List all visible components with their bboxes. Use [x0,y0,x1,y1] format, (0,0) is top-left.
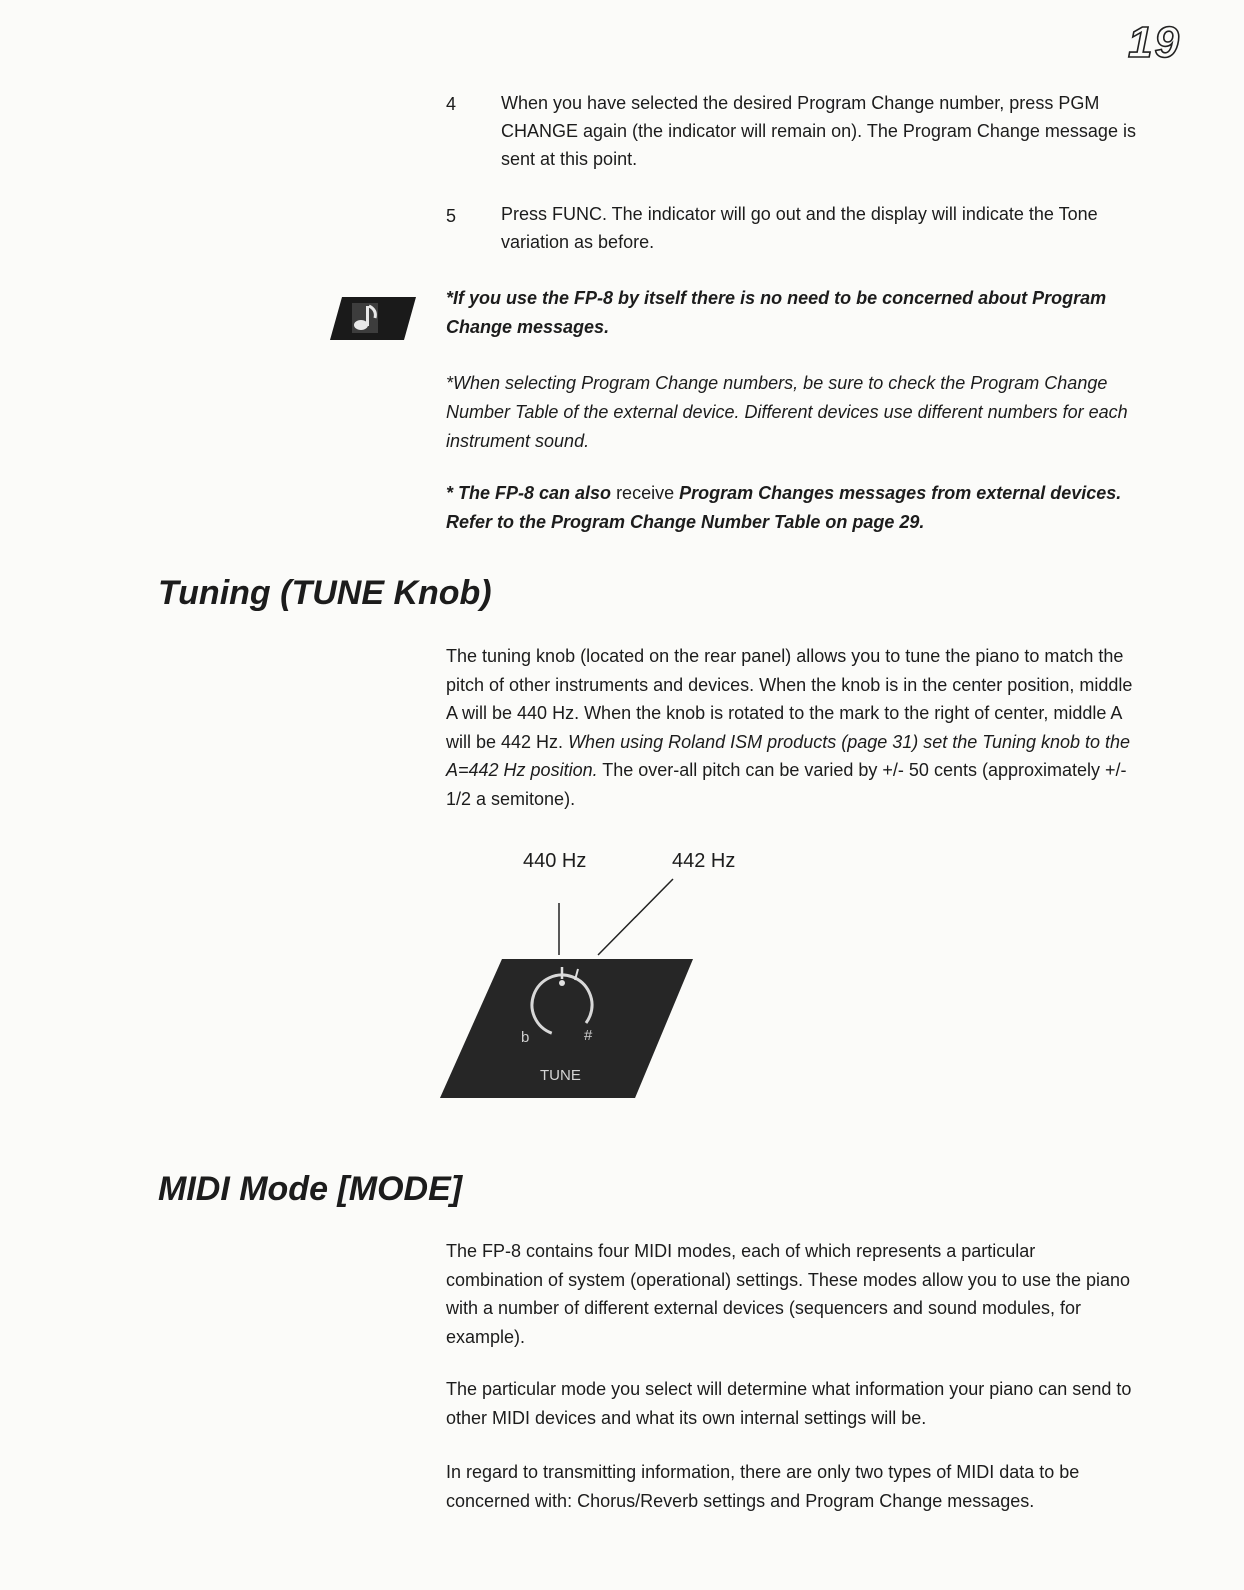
tuning-para-b: The over-all pitch can be varied by +/- 50 cents (approximately +/- 1/2 a semitone). [446,760,1127,809]
tuning-para-a: The tuning knob (located on the rear panel) allows you to tune the piano to match the pitch of other instruments and devices. When the knob is in the center position, middle A will be 440 Hz. When the knob is rotated to the mark to the right of center, middle A will be 442 Hz. [446,646,1133,752]
midi-paragraph-1: The FP-8 contains four MIDI modes, each of which represents a particular combination of system (operational) settings. These modes allow you to use the piano with a number of different external devices (sequencers and sound modules, for example). [446,1241,1131,1347]
note-receive [446,479,1136,537]
midi-paragraph-3: In regard to transmitting information, there are only two types of MIDI data to be concerned with: Chorus/Reverb settings and Program Change messages. [446,1462,1080,1511]
flat-mark: b [521,1029,530,1046]
heading-midi-mode: MIDI Mode [MODE] [158,1170,463,1208]
step-number-4: 4 [446,94,457,114]
note-receive-word: receive [616,483,675,503]
tune-knob-icon [440,855,760,1125]
label-440hz: 440 Hz [523,850,587,872]
tuning-paragraph [446,642,1136,813]
note-standalone: *If you use the FP-8 by itself there is no need to be concerned about Program Change messages. [446,288,1107,337]
sharp-mark: # [584,1027,593,1044]
note-receive-part-c: Program Changes messages from external devices. Refer to the Program Change Number Table on page 29. [446,483,1122,532]
step-number-5: 5 [446,206,457,226]
midi-paragraph-2: The particular mode you select will determine what information your piano can send to other MIDI devices and what its own internal settings will be. [446,1379,1132,1428]
tuning-para-italic: When using Roland ISM products (page 31) set the Tuning knob to the A=442 Hz position. [446,731,1131,780]
step-text-4: When you have selected the desired Program Change number, press PGM CHANGE again (the indicator will remain on). The Program Change message is sent at this point. [501,93,1136,169]
step-text-5: Press FUNC. The indicator will go out and the display will indicate the Tone variation as before. [501,204,1098,252]
tune-label: TUNE [540,1067,581,1084]
label-442hz: 442 Hz [672,850,736,872]
page-number: 19 [1128,18,1181,67]
heading-tuning: Tuning (TUNE Knob) [158,574,492,612]
note-check-table: *When selecting Program Change numbers, be sure to check the Program Change Number Table of the external device. Different devices use different numbers for each instrument sound. [446,373,1128,451]
music-note-icon [330,297,416,340]
note-receive-part-a: * The FP-8 can also [446,483,617,503]
